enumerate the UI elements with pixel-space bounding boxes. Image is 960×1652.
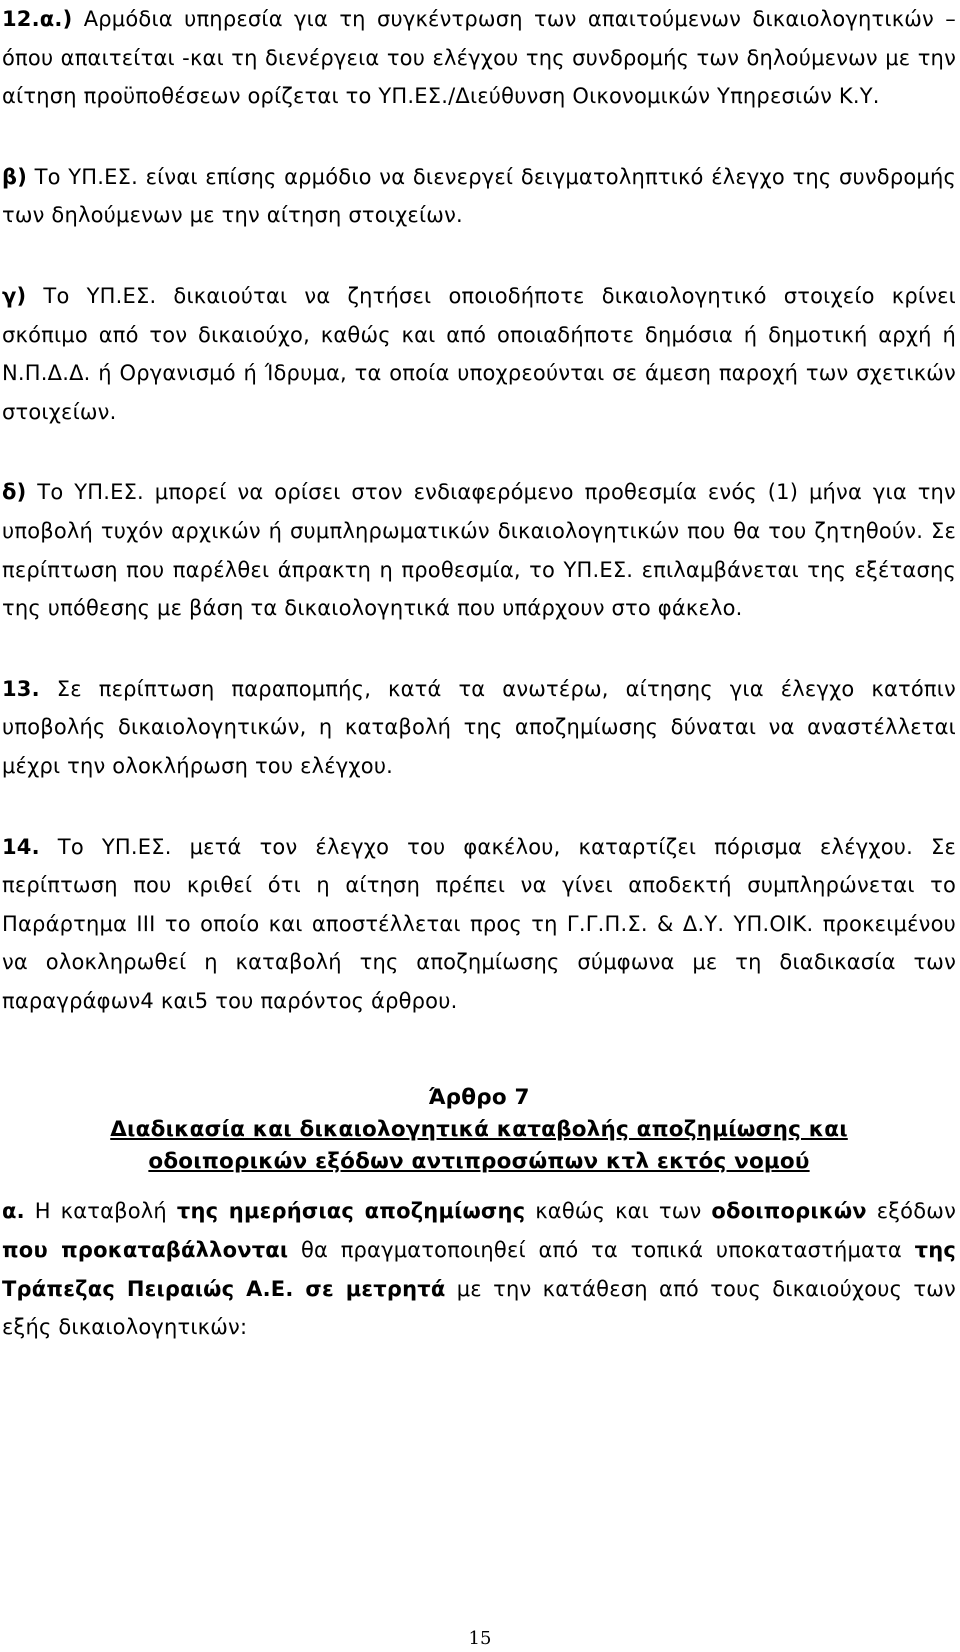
spacer <box>2 786 956 828</box>
spacer <box>2 116 956 158</box>
paragraph-text: Το ΥΠ.ΕΣ. μπορεί να ορίσει στον ενδιαφερόμενο προθεσμία ενός (1) μήνα για την υποβολή τυχόν αρχικών ή συμπληρωματικών δικαιολογητικών που θα του ζητηθούν. Σε περίπτωση που παρέλθει άπρακτη η προθεσμία, το ΥΠ.ΕΣ. επιλαμβάνεται της εξέτασης της υπόθεσης με βάση τα δικαιολογητικά που υπάρχουν στο φάκελο. <box>2 480 956 621</box>
spacer <box>2 1178 956 1192</box>
paragraph-text: Το ΥΠ.ΕΣ. είναι επίσης αρμόδιο να διενεργεί δειγματοληπτικό έλεγχο της συνδρομής των δηλούμενων με την αίτηση στοιχείων. <box>2 164 956 228</box>
spacer <box>2 1020 956 1082</box>
paragraph-14 <box>2 828 956 1021</box>
article-heading <box>2 1082 956 1178</box>
paragraph-text: Το ΥΠ.ΕΣ. μετά τον έλεγχο του φακέλου, καταρτίζει πόρισμα ελέγχου. Σε περίπτωση που κριθεί ότι η αίτηση πρέπει να γίνει αποδεκτή συμπληρώνεται το Παράρτημα ΙΙΙ το οποίο και αποστέλλεται προς τη Γ.Γ.Π.Σ. & Δ.Υ. ΥΠ.ΟΙΚ. προκειμένου να ολοκληρωθεί η καταβολή της αποζημίωσης σύμφωνα με τη διαδικασία των παραγράφων4 και5 του παρόντος άρθρου. <box>2 834 956 1013</box>
paragraph-label: β) <box>2 164 28 189</box>
paragraph-a <box>2 1192 956 1346</box>
paragraph-bold-text: της ημερήσιας αποζημίωσης <box>176 1199 526 1224</box>
paragraph-label: γ) <box>2 283 27 308</box>
paragraph-text: Αρμόδια υπηρεσία για τη συγκέντρωση των απαιτούμενων δικαιολογητικών – όπου απαιτείται -και τη διενέργεια του ελέγχου της συνδρομής των δηλούμενων με την αίτηση προϋποθέσεων ορίζεται το ΥΠ.ΕΣ./Διεύθυνση Οικονομικών Υπηρεσιών Κ.Υ. <box>2 7 956 109</box>
paragraph-text: με την κατάθεση από τους δικαιούχους των εξής δικαιολογητικών: <box>2 1276 956 1340</box>
paragraph-text: καθώς και των <box>525 1199 712 1224</box>
spacer <box>2 235 956 277</box>
paragraph-label: δ) <box>2 480 27 505</box>
page-number: 15 <box>468 1628 492 1649</box>
paragraph-label: α. <box>2 1199 25 1224</box>
paragraph-bold-text: της Τράπεζας Πειραιώς Α.Ε. σε μετρητά <box>2 1238 956 1301</box>
paragraph-label: 14. <box>2 834 40 859</box>
paragraph-13 <box>2 670 956 786</box>
paragraph-bold-text: οδοιπορικών <box>711 1199 867 1224</box>
document-body <box>2 0 956 1347</box>
paragraph-12d <box>2 473 956 627</box>
paragraph-text: θα πραγματοποιηθεί από τα τοπικά υποκαταστήματα <box>288 1238 915 1263</box>
article-subtitle-text: Διαδικασία και δικαιολογητικά καταβολής αποζημίωσης και <box>110 1117 848 1143</box>
paragraph-12c <box>2 277 956 431</box>
paragraph-text: Η καταβολή <box>24 1199 177 1224</box>
paragraph-label: 13. <box>2 676 40 701</box>
paragraph-12a <box>2 0 956 116</box>
paragraph-text: Σε περίπτωση παραπομπής, κατά τα ανωτέρω, αίτησης για έλεγχο κατόπιν υποβολής δικαιολογητικών, η καταβολή της αποζημίωσης δύναται να αναστέλλεται μέχρι την ολοκλήρωση του ελέγχου. <box>2 676 956 778</box>
spacer <box>2 431 956 473</box>
paragraph-text: Το ΥΠ.ΕΣ. δικαιούται να ζητήσει οποιοδήποτε δικαιολογητικό στοιχείο κρίνει σκόπιμο από τον δικαιούχο, καθώς και από οποιαδήποτε δημόσια ή δημοτική αρχή ή Ν.Π.Δ.Δ. ή Οργανισμό ή Ίδρυμα, τα οποία υποχρεούνται σε άμεση παροχή των σχετικών στοιχείων. <box>2 283 956 424</box>
spacer <box>2 628 956 670</box>
article-title: Άρθρο 7 <box>428 1085 530 1111</box>
article-subtitle-line-2 <box>2 1146 956 1178</box>
article-subtitle-line-1 <box>2 1114 956 1146</box>
paragraph-text: εξόδων <box>866 1199 956 1224</box>
paragraph-12b <box>2 158 956 235</box>
article-subtitle-text: οδοιπορικών εξόδων αντιπροσώπων κτλ εκτός νομού <box>148 1149 810 1175</box>
paragraph-label: 12.α.) <box>2 7 73 31</box>
paragraph-bold-text: που προκαταβάλλονται <box>2 1238 289 1263</box>
